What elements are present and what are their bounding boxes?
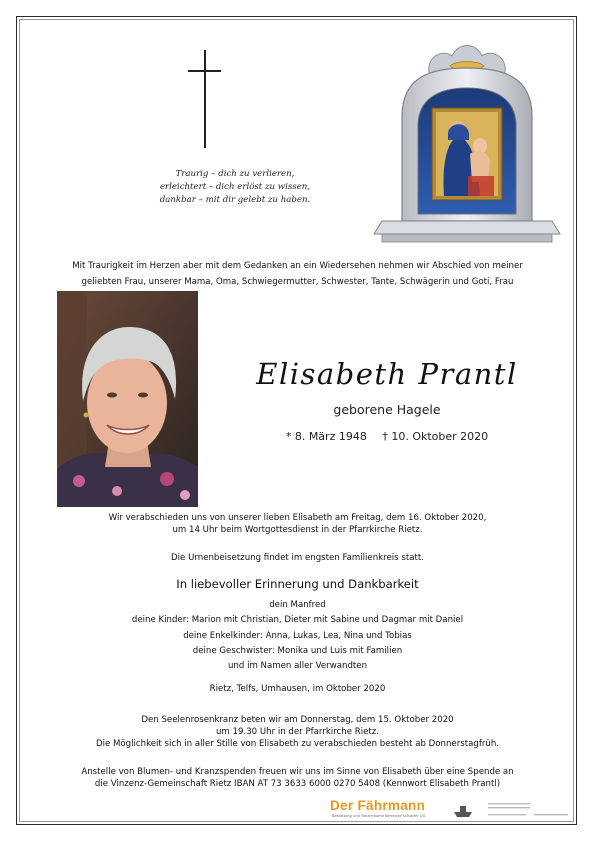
donation-line: Anstelle von Blumen- und Kranzspenden freuen wir uns im Sinne von Elisabeth über eine Spende an (81, 767, 514, 777)
funeral-home-subtitle: Bestattung und Trauerräume Bernhard Schopfer OG (332, 814, 426, 818)
family-list (30, 598, 565, 674)
rosary-line: Die Möglichkeit sich in aller Stille von Elisabeth zu verabschieden besteht ab Donnerstagfrüh. (95, 739, 500, 750)
intro-line: geliebten Frau, unserer Mama, Oma, Schwiegermutter, Schwester, Tante, Schwägerin und Goti, Frau (81, 277, 514, 287)
ferry-boat-icon (452, 800, 570, 822)
rosary-line: Den Seelenrosenkranz beten wir am Donnerstag, dem 15. Oktober 2020 (141, 715, 454, 725)
maiden-name: geborene Hagele (333, 402, 441, 417)
death-date: † 10. Oktober 2020 (382, 430, 489, 443)
donation-line: die Vinzenz-Gemeinschaft Rietz IBAN AT 73 3633 6000 0270 5408 (Kennwort Elisabeth Prantl) (94, 779, 501, 790)
poem-line: erleichtert – dich erlöst zu wissen, (159, 182, 311, 192)
cross-icon-bar (188, 70, 221, 72)
funeral-info (30, 512, 565, 536)
family-line: deine Kinder: Marion mit Christian, Dieter mit Sabine und Dagmar mit Daniel (131, 615, 464, 626)
urn-note (30, 552, 565, 564)
family-line: dein Manfred (269, 600, 326, 610)
funeral-line: um 14 Uhr beim Wortgottesdienst in der Pfarrkirche Rietz. (172, 525, 423, 536)
birth-date: * 8. März 1948 (285, 430, 367, 443)
intro-text (30, 258, 565, 290)
funeral-home-name: Der Fährmann (330, 798, 426, 813)
memorial-poem (110, 168, 360, 207)
rosary-info (30, 714, 565, 751)
memory-heading: In liebevoller Erinnerung und Dankbarkeit (176, 577, 419, 591)
madonna-shrine-image (372, 36, 562, 246)
poem-line: Traurig – dich zu verlieren, (175, 169, 295, 179)
poem-line: dankbar – mit dir gelebt zu haben. (159, 195, 311, 205)
life-dates (232, 430, 542, 443)
family-line: deine Geschwister: Monika und Luis mit Familien (192, 645, 403, 656)
deceased-name: Elisabeth Prantl (256, 357, 518, 391)
funeral-line: Wir verabschieden uns von unserer lieben Elisabeth am Freitag, dem 16. Oktober 2020, (108, 513, 487, 523)
cross-icon (204, 50, 206, 148)
place-date: Rietz, Telfs, Umhausen, im Oktober 2020 (209, 684, 386, 694)
intro-line: Mit Traurigkeit im Herzen aber mit dem Gedanken an ein Wiedersehen nehmen wir Abschied von meiner (72, 261, 523, 271)
family-line: und im Namen aller Verwandten (227, 661, 368, 672)
urn-note-text: Die Urnenbeisetzung findet im engsten Familienkreis statt. (171, 553, 424, 563)
rosary-line: um 19.30 Uhr in der Pfarrkirche Rietz. (215, 727, 379, 738)
donation-info (30, 766, 565, 790)
family-line: deine Enkelkinder: Anna, Lukas, Lea, Nina und Tobias (183, 630, 412, 641)
portrait-photo (57, 291, 198, 507)
